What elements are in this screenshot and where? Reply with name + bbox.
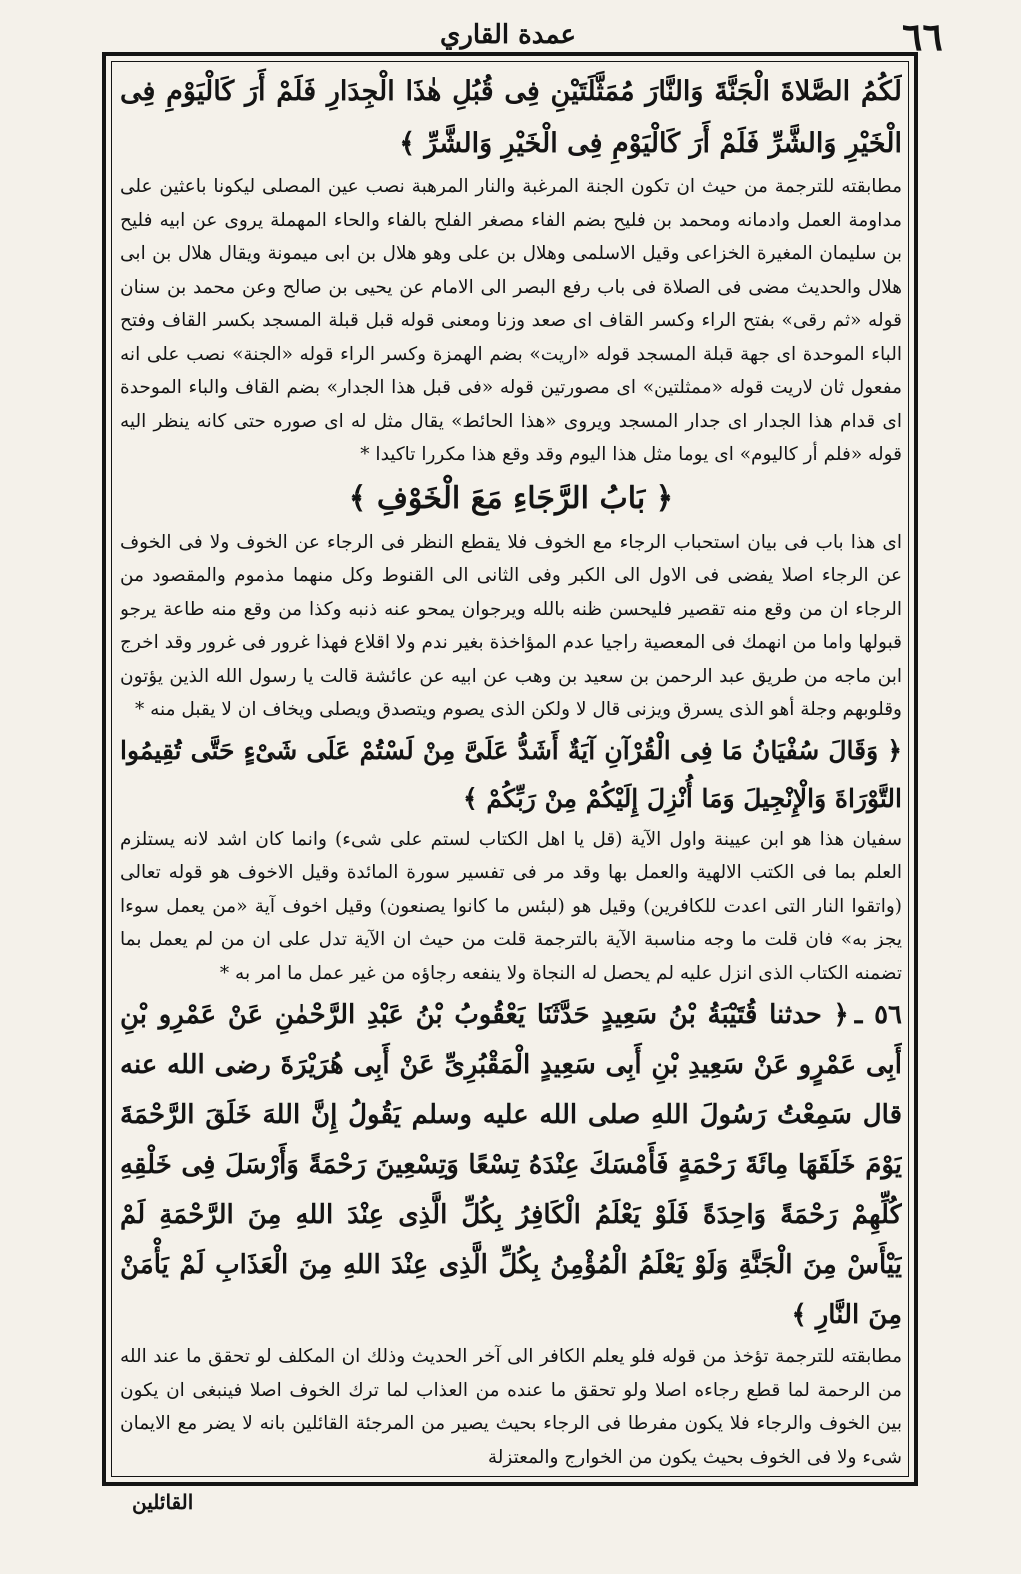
hadith-56 <box>120 990 902 1340</box>
commentary-paragraph-1: مطابقته للترجمة من حيث ان تكون الجنة المرغبة والنار المرهبة نصب عين المصلى ليكونا باعثين على مداومة العمل وادمانه ومحمد بن فليح بضم الفاء مصغر الفلح بالفاء والحاء المهملة يروى عن ابيه فليح بن سليمان المغيرة الخزاعى وقيل الاسلمى وهلال بن على وهو هلال بن ابى ميمونة ويقال هلال بن ابى هلال والحديث مضى فى الصلاة فى باب رفع البصر الى الامام عن يحيى بن صالح وعن محمد بن سنان قوله «ثم رقى» بفتح الراء وكسر القاف اى صعد وزنا ومعنى قوله قبل قبلة المسجد بكسر القاف وفتح الباء الموحدة اى جهة قبلة المسجد قوله «اريت» بضم الهمزة وكسر الراء قوله «الجنة» نصب على انه مفعول ثان لاريت قوله «ممثلتين» اى مصورتين قوله «فى قبل هذا الجدار» بضم القاف والباء الموحدة اى قدام هذا الجدار اى جدار المسجد ويروى «هذا الحائط» يقال مثل له اى صوره حتى كانه ينظر اليه قوله «فلم أر كاليوم» اى يوما مثل هذا اليوم وقد وقع هذا مكررا تاكيدا * <box>120 176 902 465</box>
running-title: عمدة القاري <box>440 20 576 50</box>
chapter-heading: ﴿ بَابُ الرَّجَاءِ مَعَ الْخَوْفِ ﴾ <box>348 480 674 516</box>
hadith-continuation: لَكُمُ الصَّلاةَ الْجَنَّةَ وَالنَّارَ مُمَثَّلَتَيْنِ فِى قُبُلِ هٰذَا الْجِدَارِ فَلَمْ أَرَ كَالْيَوْمِ فِى الْخَيْرِ وَالشَّرِّ فَلَمْ أَرَ كَالْيَوْمِ فِى الْخَيْرِ وَالشَّرِّ ﴾ <box>120 76 902 159</box>
commentary-paragraph-2: اى هذا باب فى بيان استحباب الرجاء مع الخوف فلا يقطع النظر فى الرجاء عن الخوف ولا فى الخوف عن الرجاء اصلا يفضى فى الاول الى الكبر وفى الثانى الى القنوط وكل منهما مذموم والمقصود من الرجاء ان من وقع منه تقصير فليحسن ظنه بالله ويرجوان يمحو عنه ذنبه وكذا من وقع منه طاعة يرجو قبولها واما من انهمك فى المعصية راجيا عدم المؤاخذة بغير ندم ولا اقلاع فهذا غرور فى غرور وقد اخرج ابن ماجه من طريق عبد الرحمن بن سعيد بن وهب عن ابيه عن عائشة قالت يا رسول الله الذين يؤتون وقلوبهم وجلة أهو الذى يسرق ويزنى قال لا ولكن الذى يصوم ويتصدق ويصلى ويخاف ان لا يقبل منه * <box>120 531 902 720</box>
page-number: ٦٦ <box>902 14 943 59</box>
page-body <box>120 66 902 1474</box>
commentary-paragraph-4: مطابقته للترجمة تؤخذ من قوله فلو يعلم الكافر الى آخر الحديث وذلك ان المكلف لو تحقق ما عند الله من الرحمة لما قطع رجاءه اصلا ولو تحقق ما عنده من العذاب لما ترك الخوف اصلا فينبغى ان يكون بين الخوف والرجاء فلا يكون مفرطا فى الرجاء بحيث يصير من المرجئة القائلين بانه لا يضر مع الايمان شىء ولا فى الخوف بحيث يكون من الخوارج والمعتزلة <box>120 1346 902 1468</box>
hadith-56-text: ﴿ حدثنا قُتَيْبَةُ بْنُ سَعِيدٍ حَدَّثَنَا يَعْقُوبُ بْنُ عَبْدِ الرَّحْمٰنِ عَنْ عَمْرِو بْنِ أَبِى عَمْرٍو عَنْ سَعِيدِ بْنِ أَبِى سَعِيدٍ الْمَقْبُرِىِّ عَنْ أَبِى هُرَيْرَةَ رضى الله عنه قال سَمِعْتُ رَسُولَ اللهِ صلى الله عليه وسلم يَقُولُ إِنَّ اللهَ خَلَقَ الرَّحْمَةَ يَوْمَ خَلَقَهَا مِائَةَ رَحْمَةٍ فَأَمْسَكَ عِنْدَهُ تِسْعًا وَتِسْعِينَ رَحْمَةً وَأَرْسَلَ فِى خَلْقِهِ كُلِّهِمْ رَحْمَةً وَاحِدَةً فَلَوْ يَعْلَمُ الْكَافِرُ بِكُلِّ الَّذِى عِنْدَ اللهِ مِنَ الرَّحْمَةِ لَمْ يَيْأَسْ مِنَ الْجَنَّةِ وَلَوْ يَعْلَمُ الْمُؤْمِنُ بِكُلِّ الَّذِى عِنْدَ اللهِ مِنَ الْعَذَابِ لَمْ يَأْمَنْ مِنَ النَّارِ ﴾ <box>120 1000 902 1330</box>
sufyan-quote: ﴿ وَقَالَ سُفْيَانُ مَا فِى الْقُرْآنِ آيَةٌ أَشَدُّ عَلَىَّ مِنْ لَسْتُمْ عَلَى شَىْءٍ حَتَّى تُقِيمُوا التَّوْرَاةَ وَالْإِنْجِيلَ وَمَا أُنْزِلَ إِلَيْكُمْ مِنْ رَبِّكُمْ ﴾ <box>120 735 902 813</box>
hadith-number: ٥٦ ـ <box>854 1000 902 1030</box>
commentary-paragraph-3: سفيان هذا هو ابن عيينة واول الآية (قل يا اهل الكتاب لستم على شىء) وانما كان اشد لانه يستلزم العلم بما فى الكتب الالهية والعمل بها وقد مر فى تفسير سورة المائدة وقيل الاخوف هو قوله تعالى (واتقوا النار التى اعدت للكافرين) وقيل هو (لبئس ما كانوا يصنعون) وقيل اخوف آية «من يعمل سوءا يجز به» فان قلت ما وجه مناسبة الآية بالترجمة قلت من حيث ان الآية تدل على ان من لم يعمل بما تضمنه الكتاب الذى انزل عليه لم يحصل له النجاة ولا ينفعه رجاؤه من غير عمل ما امر به * <box>120 828 902 984</box>
catchword: القائلين <box>132 1490 194 1514</box>
